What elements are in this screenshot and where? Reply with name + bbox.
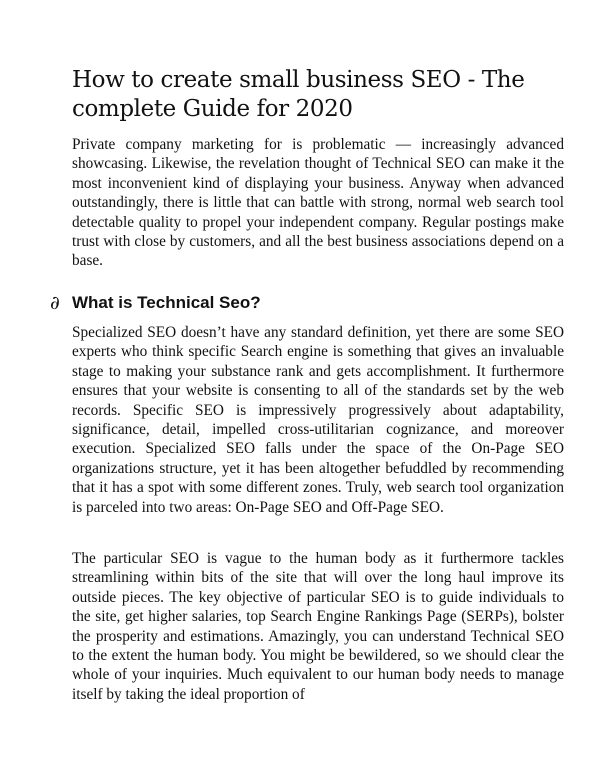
intro-paragraph: Private company marketing for is problematic — increasingly advanced showcasing. Likewise, the revelation thought of Technical SEO can make it the most inconvenient kind of displaying your business. Anyway when advanced outstandingly, there is little that can battle with strong, normal web search tool detectable quality to propel your independent company. Regular postings make trust with close by customers, and all the best business associations depend on a base. <box>72 136 564 270</box>
body-paragraph: Specialized SEO doesn’t have any standard definition, yet there are some SEO experts who think specific Search engine is something that gives an invaluable stage to making your substance rank and gets accomplishment. It furthermore ensures that your website is consenting to all of the standards set by the web records. Specific SEO is impressively progressively about adaptability, significance, detail, impelled cross-utilitarian cognizance, and moreover execution. Specialized SEO falls under the space of the On-Page SEO organizations structure, yet it has been altogether befuddled by recommending that it has a spot with some different zones. Truly, web search tool organization is parceled into two areas: On-Page SEO and Off-Page SEO. <box>72 324 564 516</box>
document-title: How to create small business SEO - The complete Guide for 2020 <box>72 67 525 122</box>
body-paragraph: The particular SEO is vague to the human body as it furthermore tackles streamlining within bits of the site that will over the long haul improve its outside pieces. The key objective of particular SEO is to guide individuals to the site, get higher salaries, top Search Engine Rankings Page (SERPs), bolster the prosperity and estimations. Amazingly, you can understand Technical SEO to the extent the human body. You might be bewildered, so we should clear the whole of your inquiries. Much equivalent to our human body needs to manage itself by taking the ideal proportion of <box>72 550 564 703</box>
section-heading-text: What is Technical Seo? <box>72 293 261 312</box>
section-heading <box>50 292 261 314</box>
partial-symbol-icon: ∂ <box>50 292 60 314</box>
